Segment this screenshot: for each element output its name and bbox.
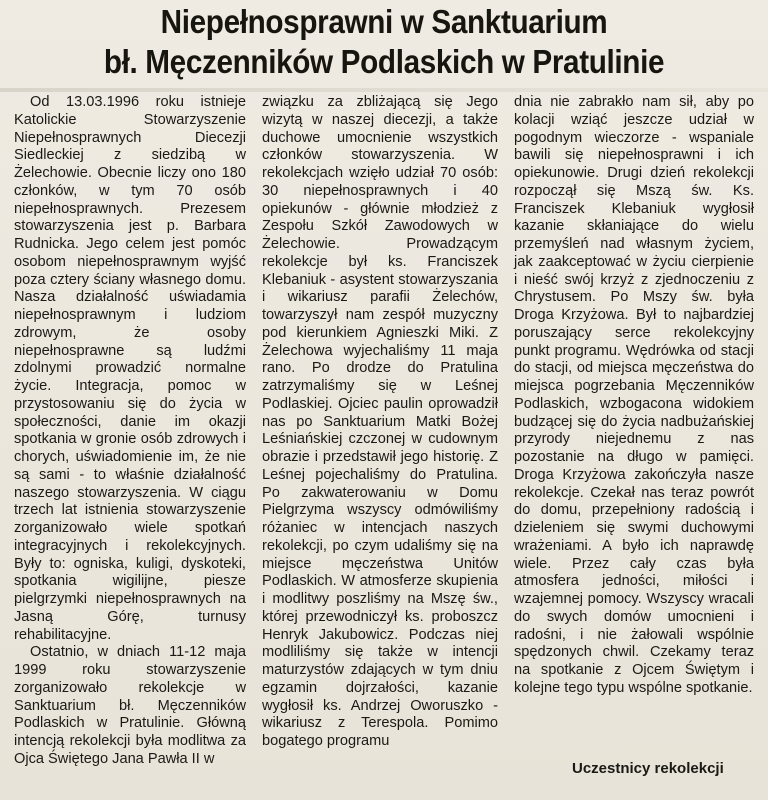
column-3 <box>514 94 754 698</box>
paragraph-retreat: Ostatnio, w dniach 11-12 maja 1999 roku stowarzyszenie zorganizowało rekolekcje w Sanktuarium bł. Męczenników Podlaskich w Pratulinie. Główną intencją rekolekcji była modlitwa za Ojca Świętego Jana Pawła II w <box>14 644 246 767</box>
headline-line-1: Niepełnosprawni w Sanktuarium <box>160 3 608 40</box>
column-2 <box>262 94 498 751</box>
print-shadow <box>0 88 768 92</box>
paragraph-retreat-continued: związku za zbliżającą się Jego wizytą w naszej diecezji, a także duchowe umocnienie wszystkich członków stowarzyszenia. W rekolekcjach wzięło udział 70 osób: 30 niepełnosprawnych i 40 opiekunów - głównie młodzież z Zespołu Szkół Zawodowych w Żelechowie. Prowadzącym rekolekcje był ks. Franciszek Klebaniuk - asystent stowarzyszania i wikariusz parafii Żelechów, towarzyszył nam zespół muzyczny pod kierunkiem Agnieszki Miki. Z Żelechowa wyjechaliśmy 11 maja rano. Po drodze do Pratulina zatrzymaliśmy się w Leśnej Podlaskiej. Ojciec paulin oprowadził nas po Sanktuarium Matki Bożej Leśniańskiej czczonej w cudownym obrazie i przedstawił jego historię. Z Leśnej pojechaliśmy do Pratulina. Po zakwaterowaniu w Domu Pielgrzyma wszyscy odmówiliśmy różaniec w intencjach naszych rekolekcji, po czym udaliśmy się na miejsce męczeństwa Unitów Podlaskich. W atmosferze skupienia i modlitwy poszliśmy na Mszę św., której przewodniczył ks. proboszcz Henryk Jakubowicz. Podczas niej modliliśmy się także w intencji maturzystów zdających w tym dniu egzamin dojrzałości, kazanie wygłosił ks. Andrzej Oworuszko - wikariusz z Terespola. Pomimo bogatego programu <box>262 94 498 749</box>
headline-line-2: bł. Męczenników Podlaskich w Pratulinie <box>103 43 665 80</box>
article-signature: Uczestnicy rekolekcji <box>572 760 724 777</box>
column-1 <box>14 94 246 769</box>
article-headline <box>38 2 729 82</box>
article-body <box>14 94 762 784</box>
paragraph-second-day: dnia nie zabrakło nam sił, aby po kolacji wziąć jeszcze udział w pogodnym wieczorze - wspaniale bawili się niepełnosprawni i ich opiekunowie. Drugi dzień rekolekcji rozpoczął się Mszą św. Ks. Franciszek Klebaniuk wygłosił kazanie skłaniające do wielu przemyśleń nad własnym życiem, jak zaakceptować w życiu cierpienie i nieść swój krzyż z zjednoczeniu z Chrystusem. Po Mszy św. była Droga Krzyżowa. Był to najbardziej poruszający serce rekolekcyjny punkt programu. Wędrówka od stacji do stacji, od miejsca męczeństwa do miejsca pogrzebania Męczenników Podlaskich, wzbogacona widokiem budzącej się do życia nadbużańskiej przyrody niejednemu z nas pozostanie na długo w pamięci. Droga Krzyżowa zakończyła nasze rekolekcje. Czekał nas teraz powrót do domu, przepełniony radością i dzieleniem się swymi duchowymi wrażeniami. A było ich naprawdę wiele. Przez cały czas była atmosfera jedności, miłości i wzajemnej pomocy. Wszyscy wracali do swych domów umocnieni i radośni, i nie żałowali wspólnie spędzonych chwil. Czekamy teraz na spotkanie z Ojcem Świętym i kolejne tego typu wspólne spotkanie. <box>514 94 754 696</box>
paragraph-intro: Od 13.03.1996 roku istnieje Katolickie Stowarzyszenie Niepełnosprawnych Diecezji Siedleckiej z siedzibą w Żelechowie. Obecnie liczy ono 180 członków, w tym 70 osób niepełnosprawnych. Prezesem stowarzyszenia jest p. Barbara Rudnicka. Jego celem jest pomóc osobom niepełnosprawnym wyjść poza cztery ściany własnego domu. Nasza działalność uświadamia niepełnosprawnym i ludziom zdrowym, że osoby niepełnosprawne są ludźmi zdolnymi prowadzić normalne życie. Integracja, pomoc w przystosowaniu się do życia w społeczności, danie im okazji spotkania w gronie osób zdrowych i chorych, uświadomienie im, że nie są sami - to właśnie działalność naszego stowarzyszenia. W ciągu trzech lat istnienia stowarzyszenie zorganizowało wiele spotkań integracyjnych i rekolekcyjnych. Były to: ogniska, kuligi, dyskoteki, spotkania wigilijne, piesze pielgrzymki niepełnosprawnych na Jasną Górę, turnusy rehabilitacyjne. <box>14 94 246 643</box>
